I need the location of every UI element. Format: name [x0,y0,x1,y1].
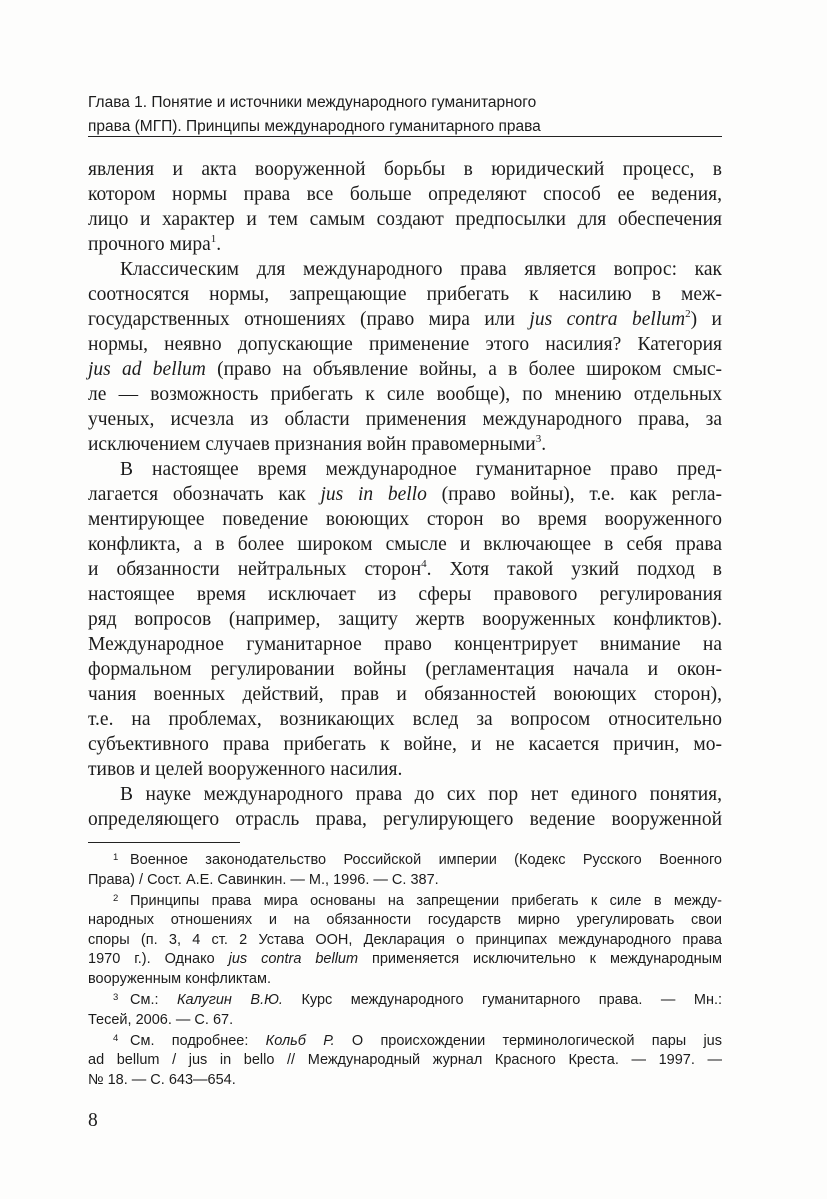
footnotes [88,851,722,1091]
running-header [88,91,722,139]
latin-term: jus contra bellum [529,309,686,330]
footnote [88,892,722,990]
footnote-ref: 3 [535,433,542,445]
latin-term: jus contra bellum [228,951,359,968]
body-line [88,432,722,457]
text-segment: ) и [690,309,722,330]
body-line: лицо и характер и тем самым создают предпосылки для обеспечения [88,209,722,230]
footnote-line: 1 Военное законодательство Российской империи (Кодекс Русского Военного [113,852,722,868]
body-line [88,482,722,507]
body-line [88,357,722,382]
text-segment: 1970 г.). Однако [88,951,229,968]
text-segment: . [541,434,547,455]
footnote-line [88,950,722,970]
body-line: В науке международного права до сих пор нет единого понятия, [120,784,722,805]
text-segment: . [216,234,222,255]
body-line: т.е. на проблемах, возникающих вслед за вопросом относительно [88,709,722,730]
body-line [88,232,722,257]
text-segment: лагается обозначать как [88,484,321,505]
text-segment: исключением случаев признания войн правомерными [88,434,536,455]
body-line: явления и акта вооруженной борьбы в юридический процесс, в [88,159,722,180]
body-line [88,307,722,332]
footnote-line: 2 Принципы права мира основаны на запрещении прибегать к силе в между- [113,892,722,909]
body-line [88,557,722,582]
latin-term: jus in bello [320,484,427,505]
text-segment: См.: [130,992,177,1009]
text-segment: Военное законодательство Российской империи (Кодекс Русского Военного [130,852,722,868]
footnote [88,991,722,1030]
body-line: настоящее время исключает из сферы правового регулирования [88,584,722,605]
latin-term: jus ad bellum [88,359,206,380]
text-segment: . Хотя такой узкий подход в [426,559,722,580]
author-name: Калугин В.Ю. [177,992,283,1009]
body-line: ряд вопросов (например, защиту жертв вооруженных конфликтов). [88,609,722,630]
footnote-line: народных отношениях и на обязанности государств мирно урегулировать свои [88,912,722,929]
footnote-line: споры (п. 3, 4 ст. 2 Устава ООН, Декларация о принципах международного права [88,931,722,948]
footnote-ref: 1 [210,233,217,245]
footnote-separator [88,842,240,843]
footnote-line: Права) / Сост. А.Е. Савинкин. — М., 1996. — С. 387. [88,871,439,888]
body-line: чания военных действий, прав и обязанностей воюющих сторон), [88,684,722,705]
body-line: конфликта, а в более широком смысле и включающее в себя права [88,534,722,555]
text-segment: (право войны), т.е. как регла- [426,484,722,505]
body-line: Классическим для международного права является вопрос: как [120,259,722,280]
text-segment: государственных отношениях (право мира или [88,309,530,330]
footnote-line: 4 См. подробнее: Кольб Р. О происхождении терминологической пары jus [113,1032,722,1049]
body-line: формальном регулировании войны (регламентация начала и окон- [88,659,722,680]
footnote-line: Тесей, 2006. — С. 67. [88,1011,234,1028]
body-line: тивов и целей вооруженного насилия. [88,759,403,780]
author-name: Кольб Р. [265,1032,335,1049]
footnote-line: ad bellum / jus in bello // Международный журнал Красного Креста. — 1997. — [88,1052,722,1069]
body-line: соотносятся нормы, запрещающие прибегать к насилию в меж- [88,284,722,305]
text-segment: Принципы права мира основаны на запрещении прибегать к силе в между- [130,892,722,909]
page-number: 8 [88,1110,98,1131]
footnote-ref: 4 [421,558,427,570]
footnote-line: 3 См.: Калугин В.Ю. Курс международного гуманитарного права. — Мн.: [113,992,723,1009]
main-text [88,157,722,832]
body-line: В настоящее время международное гуманитарное право пред- [120,459,722,480]
text-segment: О происхождении терминологической пары jus [334,1032,722,1049]
body-line: ле — возможность прибегать к силе вообще), по мнению отдельных [88,384,722,405]
footnote-line: № 18. — С. 643—654. [88,1072,236,1089]
text-segment: прочного мира [88,234,211,255]
body-line: нормы, неявно допускающие применение этого насилия? Категория [88,334,722,355]
header-line: права (МГП). Принципы международного гуманитарного права [88,118,541,135]
text-segment: (право на объявление войны, а в более широком смыс- [205,359,722,380]
body-line: котором нормы права все больше определяют способ ее ведения, [88,184,722,205]
body-line: ментирующее поведение воюющих сторон во время вооруженного [88,509,722,530]
footnote-line: вооруженным конфликтам. [88,971,271,988]
header-line: Глава 1. Понятие и источники международного гуманитарного [88,94,537,111]
header-rule [88,136,722,137]
body-line: субъективного права прибегать к войне, и не касается причин, мо- [88,734,722,755]
body-line: определяющего отрасль права, регулирующего ведение вооруженной [88,809,722,830]
text-segment: применяется исключительно к международным [358,951,722,968]
text-segment: См. подробнее: [130,1032,266,1049]
footnote [88,851,722,890]
body-line: ученых, исчезла из области применения международного права, за [88,409,722,430]
body-line: Международное гуманитарное право концентрирует внимание на [88,634,722,655]
text-segment: и обязанности нейтральных сторон [88,559,422,580]
text-segment: Курс международного гуманитарного права. — Мн.: [282,992,723,1009]
footnote-ref: 2 [685,308,691,320]
footnote [88,1032,722,1091]
